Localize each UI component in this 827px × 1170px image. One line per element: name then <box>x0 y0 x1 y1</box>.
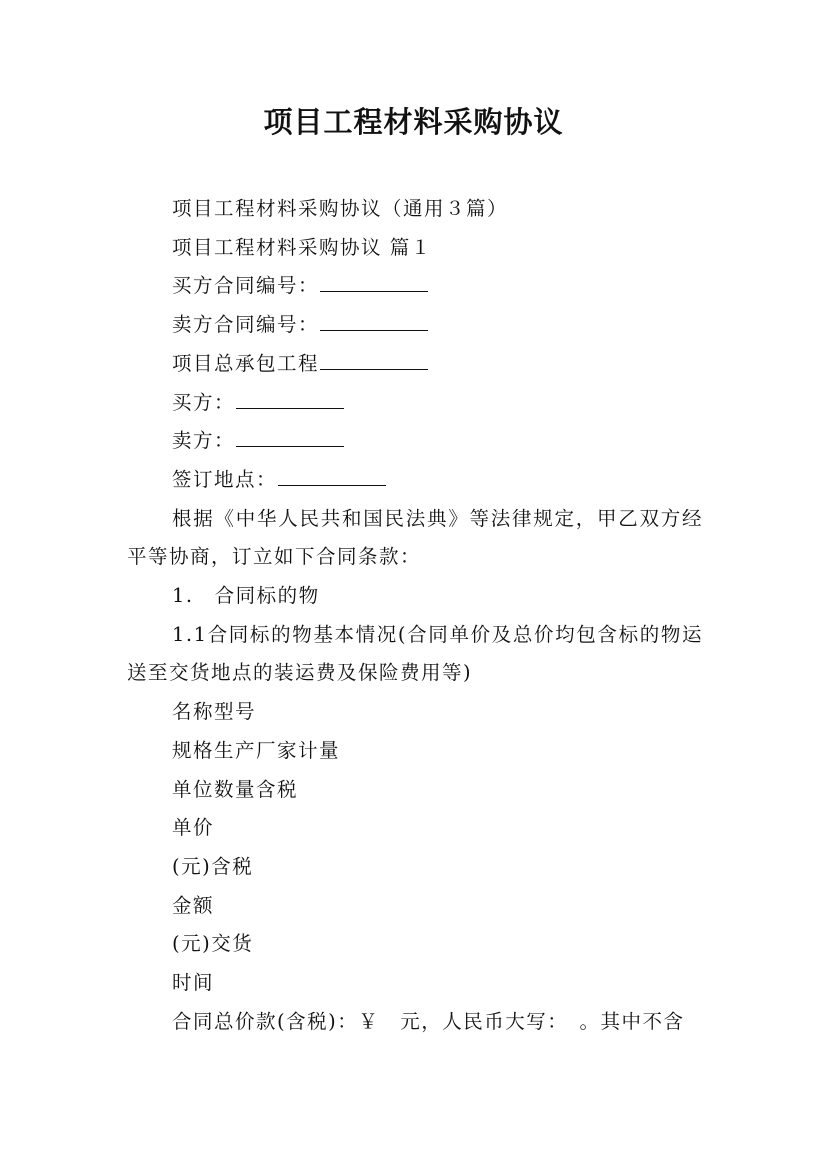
paragraph <box>127 384 703 423</box>
paragraph <box>127 809 703 848</box>
paragraph <box>127 732 703 771</box>
paragraph-text: 根据《中华人民共和国民法典》等法律规定，甲乙双方经平等协商，订立如下合同条款： <box>127 506 703 569</box>
paragraph-text: 单位数量含税 <box>172 777 299 801</box>
paragraph <box>127 848 703 887</box>
paragraph-text: 规格生产厂家计量 <box>172 738 341 762</box>
paragraph-text: 买方合同编号： <box>172 274 320 298</box>
paragraph <box>127 577 703 616</box>
paragraph-text: 卖方合同编号： <box>172 313 320 337</box>
paragraph-text: 时间 <box>172 971 215 995</box>
paragraph <box>127 267 703 306</box>
paragraph <box>127 964 703 1003</box>
paragraph <box>127 461 703 500</box>
paragraph-text: 金额 <box>172 893 215 917</box>
paragraph-text: 项目总承包工程 <box>172 351 320 375</box>
paragraph-text: 签订地点： <box>172 467 278 491</box>
fill-in-blank-line <box>320 368 428 370</box>
paragraph-text: (元)含税 <box>172 854 254 878</box>
fill-in-blank-line <box>236 407 344 409</box>
fill-in-blank-line <box>320 290 428 292</box>
paragraph-text: 买方： <box>172 390 236 414</box>
paragraph <box>127 771 703 810</box>
fill-in-blank-line <box>278 484 386 486</box>
paragraph-text: 1.1合同标的物基本情况(合同单价及总价均包含标的物运送至交货地点的装运费及保险费用等) <box>127 622 703 685</box>
paragraph-text: 项目工程材料采购协议（通用３篇） <box>172 197 509 220</box>
paragraph-text: 卖方： <box>172 429 236 453</box>
fill-in-blank-line <box>320 329 428 331</box>
paragraph <box>127 500 703 577</box>
paragraph-text: 项目工程材料采购协议 篇１ <box>172 235 432 259</box>
document-body <box>127 190 703 1041</box>
paragraph <box>127 616 703 693</box>
paragraph-text: 1. 合同标的物 <box>172 584 320 608</box>
paragraph <box>127 345 703 384</box>
paragraph <box>127 887 703 926</box>
paragraph <box>127 229 703 268</box>
paragraph <box>127 422 703 461</box>
paragraph <box>127 190 703 229</box>
fill-in-blank-line <box>236 445 344 447</box>
paragraph-text: (元)交货 <box>172 932 254 956</box>
document-title: 项目工程材料采购协议 <box>263 105 564 139</box>
paragraph <box>127 693 703 732</box>
paragraph-text: 单价 <box>172 816 215 840</box>
paragraph-text: 合同总价款(含税)：￥ 元，人民币大写： 。其中不含 <box>172 1009 685 1033</box>
paragraph-text: 名称型号 <box>172 700 257 724</box>
paragraph <box>127 306 703 345</box>
paragraph <box>127 1003 703 1042</box>
paragraph <box>127 925 703 964</box>
